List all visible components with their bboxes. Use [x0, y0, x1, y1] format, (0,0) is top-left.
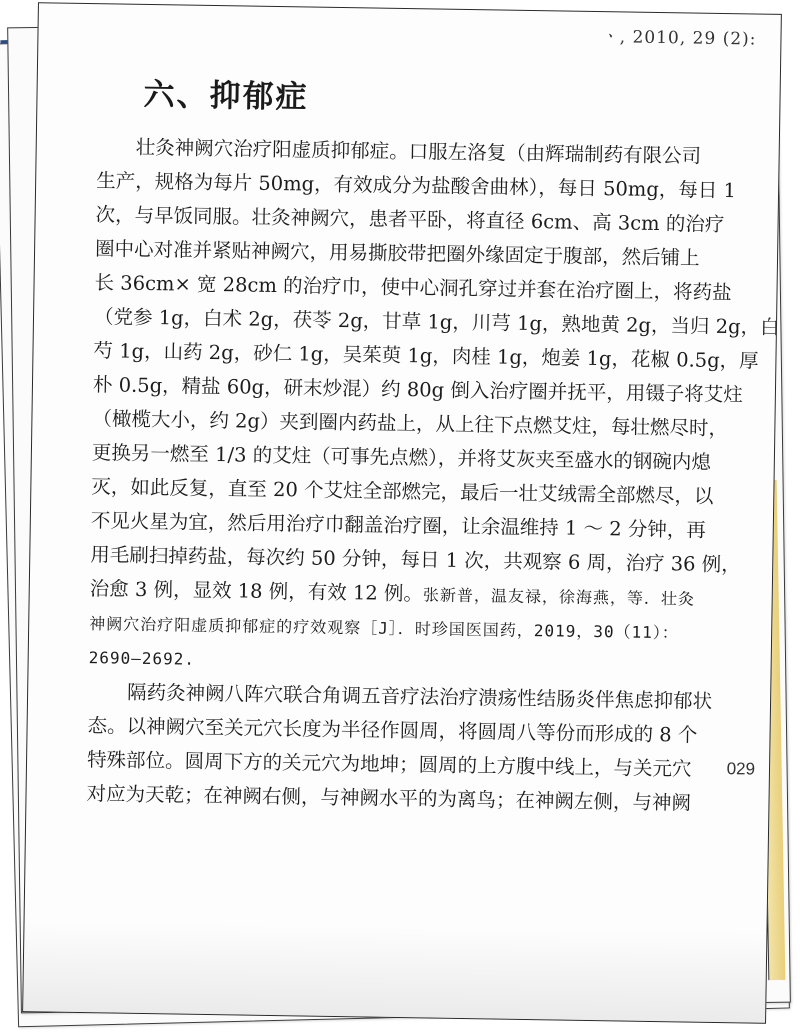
body-text	[86, 130, 780, 821]
text-line: （橄榄大小，约 2g）夹到圈内药盐上，从上往下点燃艾炷，每壮燃尽时，	[92, 407, 729, 441]
text-line: 生产，规格为每片 50mg，有效成分为盐酸舍曲林），每日 50mg，每日 1	[96, 169, 737, 203]
text-line: 朴 0.5g，精盐 60g，研末炒混）约 80g 倒入治疗圈并抚平，用镊子将艾炷	[92, 373, 743, 407]
text-line: 对应为天乾；在神阙右侧，与神阙水平的为离鸟；在神阙左侧，与神阙	[86, 782, 692, 815]
section-title: 六、抑郁症	[143, 76, 309, 116]
reference-line: 神阙穴治疗阳虚质抑郁症的疗效观察［J］．时珍国医国药，2019，30（11）：	[89, 614, 680, 643]
text-line: 更换另一燃至 1/3 的艾炷（可事先点燃），并将艾灰夹至盛水的钢碗内熄	[91, 441, 712, 474]
paragraph-moxibustion	[86, 675, 748, 821]
text-line: 长 36cm× 宽 28cm 的治疗巾，使中心洞孔穿过并套在治疗圈上，将药盐	[94, 271, 732, 305]
book-page	[22, 2, 782, 1024]
text-line: 用毛刷扫掉药盐，每次约 50 分钟，每日 1 次，共观察 6 周，治疗 36 例，	[90, 543, 741, 577]
page-number: 029	[726, 759, 756, 779]
reference-citation: 张新普，温友禄，徐海燕，等．壮灸	[422, 585, 696, 609]
text-line: 不见火星为宜，然后用治疗巾翻盖治疗圈，让余温维持 1 ～ 2 分钟，再	[90, 509, 707, 542]
text-fragment: 治愈 3 例，显效 18 例，有效 12 例。	[89, 577, 424, 606]
paragraph-treatment	[88, 130, 780, 685]
text-line: 灭，如此反复，直至 20 个艾炷全部燃完，最后一壮艾绒需全部燃尽，以	[91, 475, 714, 508]
text-line: 芍 1g，山药 2g，砂仁 1g，吴茱萸 1g，肉桂 1g，炮姜 1g，花椒 0.5g，厚	[93, 339, 759, 373]
reference-line: 2690–2692.	[88, 648, 196, 669]
running-header: ㆍ, 2010, 29 (2):	[602, 27, 757, 50]
text-line: 壮灸神阙穴治疗阳虚质抑郁症。口服左洛复（由辉瑞制药有限公司	[135, 135, 702, 168]
text-line: （党参 1g，白术 2g，茯苓 2g，甘草 1g，川芎 1g，熟地黄 2g，当归 2g，白	[93, 305, 780, 339]
text-line: 圈中心对准并紧贴神阙穴，用易撕胶带把圈外缘固定于腹部，然后铺上	[94, 237, 700, 270]
text-line: 态。以神阙穴至关元穴长度为半径作圆周，将圆周八等份而形成的 8 个	[87, 714, 698, 747]
text-line: 隔药灸神阙八阵穴联合角调五音疗法治疗溃疡性结肠炎伴焦虑抑郁状	[126, 680, 713, 713]
text-line: 特殊部位。圆周下方的关元穴为地坤；圆周的上方腹中线上，与关元穴	[86, 748, 692, 781]
text-line: 次，与早饭同服。壮灸神阙穴，患者平卧，将直径 6cm、高 3cm 的治疗	[95, 203, 725, 237]
